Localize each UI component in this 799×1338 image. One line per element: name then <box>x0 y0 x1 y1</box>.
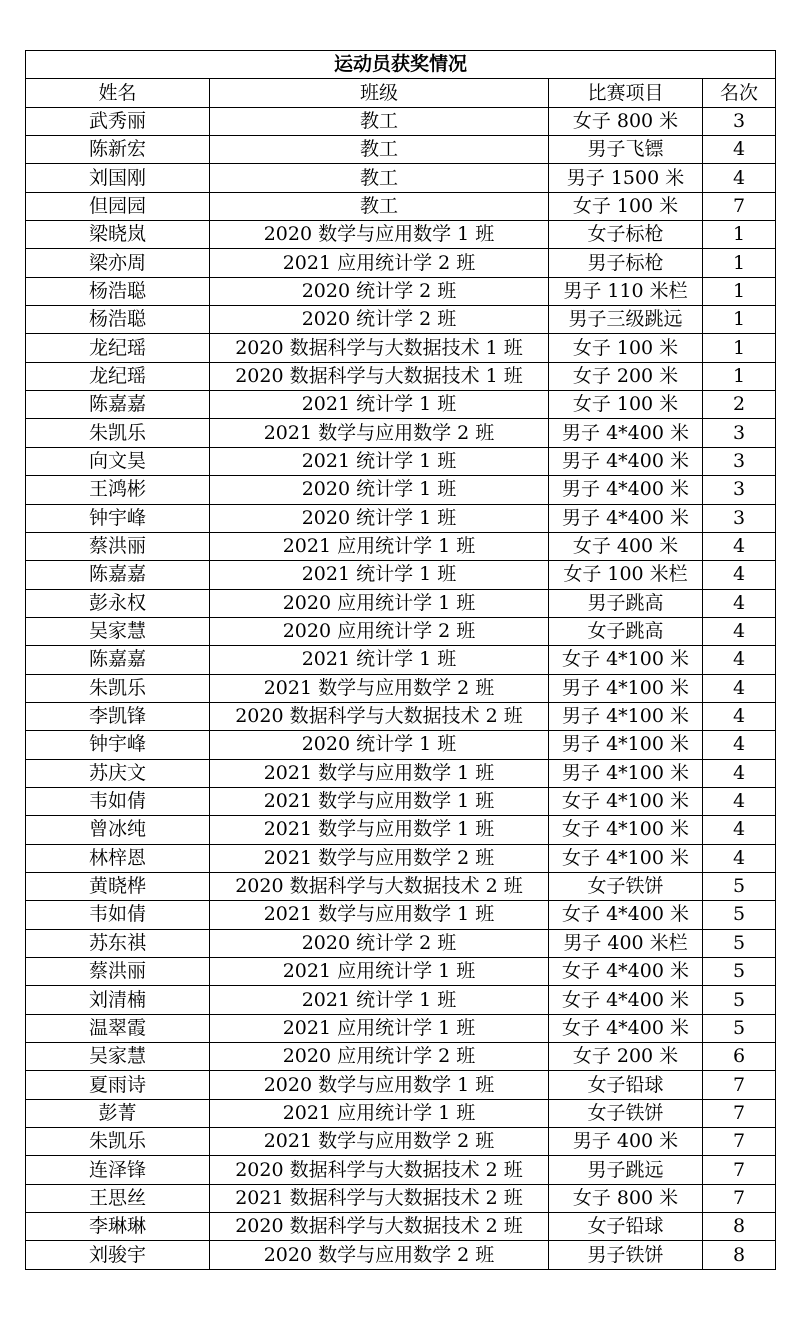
class-cell: 2021 数学与应用数学 1 班 <box>210 901 549 929</box>
event-cell: 女子 4*100 米 <box>549 816 703 844</box>
event-cell: 女子 100 米栏 <box>549 561 703 589</box>
class-cell: 2021 应用统计学 1 班 <box>210 958 549 986</box>
athlete-name-cell: 但园园 <box>26 192 210 220</box>
class-cell: 教工 <box>210 164 549 192</box>
header-class: 班级 <box>210 79 549 107</box>
rank-cell: 7 <box>703 192 776 220</box>
rank-cell: 1 <box>703 277 776 305</box>
table-row <box>26 306 776 334</box>
table-row <box>26 1014 776 1042</box>
event-cell: 男子 4*100 米 <box>549 759 703 787</box>
event-cell: 女子铁饼 <box>549 872 703 900</box>
athlete-name-cell: 王思丝 <box>26 1184 210 1212</box>
table-row <box>26 787 776 815</box>
athlete-name-cell: 陈嘉嘉 <box>26 646 210 674</box>
table-row <box>26 391 776 419</box>
rank-cell: 2 <box>703 391 776 419</box>
rank-cell: 1 <box>703 249 776 277</box>
athlete-name-cell: 蔡洪丽 <box>26 958 210 986</box>
rank-cell: 3 <box>703 419 776 447</box>
table-row <box>26 646 776 674</box>
class-cell: 2020 统计学 1 班 <box>210 731 549 759</box>
class-cell: 2021 应用统计学 1 班 <box>210 1014 549 1042</box>
class-cell: 2021 数学与应用数学 2 班 <box>210 1128 549 1156</box>
table-row <box>26 221 776 249</box>
table-row <box>26 561 776 589</box>
table-row <box>26 476 776 504</box>
athlete-name-cell: 彭永权 <box>26 589 210 617</box>
table-row <box>26 1099 776 1127</box>
athlete-name-cell: 杨浩聪 <box>26 277 210 305</box>
class-cell: 2020 数据科学与大数据技术 2 班 <box>210 1213 549 1241</box>
class-cell: 2021 数学与应用数学 2 班 <box>210 674 549 702</box>
rank-cell: 5 <box>703 958 776 986</box>
rank-cell: 4 <box>703 164 776 192</box>
event-cell: 女子 800 米 <box>549 107 703 135</box>
athlete-name-cell: 武秀丽 <box>26 107 210 135</box>
event-cell: 女子 100 米 <box>549 192 703 220</box>
event-cell: 男子 4*400 米 <box>549 419 703 447</box>
table-row <box>26 192 776 220</box>
class-cell: 2020 数据科学与大数据技术 2 班 <box>210 872 549 900</box>
event-cell: 男子 4*400 米 <box>549 476 703 504</box>
class-cell: 2020 数据科学与大数据技术 2 班 <box>210 702 549 730</box>
table-row <box>26 702 776 730</box>
event-cell: 女子 4*100 米 <box>549 844 703 872</box>
athlete-name-cell: 王鸿彬 <box>26 476 210 504</box>
table-row <box>26 958 776 986</box>
rank-cell: 7 <box>703 1128 776 1156</box>
rank-cell: 1 <box>703 334 776 362</box>
event-cell: 男子 1500 米 <box>549 164 703 192</box>
class-cell: 2021 数学与应用数学 1 班 <box>210 787 549 815</box>
rank-cell: 3 <box>703 447 776 475</box>
event-cell: 女子跳高 <box>549 617 703 645</box>
rank-cell: 4 <box>703 617 776 645</box>
event-cell: 女子 4*400 米 <box>549 901 703 929</box>
table-row <box>26 1156 776 1184</box>
rank-cell: 8 <box>703 1213 776 1241</box>
rank-cell: 5 <box>703 901 776 929</box>
table-body <box>26 107 776 1269</box>
class-cell: 2020 应用统计学 2 班 <box>210 1043 549 1071</box>
athlete-name-cell: 龙纪瑶 <box>26 334 210 362</box>
event-cell: 男子 4*400 米 <box>549 504 703 532</box>
event-cell: 女子 100 米 <box>549 334 703 362</box>
class-cell: 2021 数据科学与大数据技术 2 班 <box>210 1184 549 1212</box>
table-row <box>26 164 776 192</box>
table-row <box>26 674 776 702</box>
title-row <box>26 51 776 79</box>
rank-cell: 4 <box>703 759 776 787</box>
athlete-name-cell: 钟宇峰 <box>26 731 210 759</box>
table-row <box>26 334 776 362</box>
class-cell: 2020 统计学 2 班 <box>210 929 549 957</box>
athlete-name-cell: 连泽锋 <box>26 1156 210 1184</box>
rank-cell: 5 <box>703 929 776 957</box>
athlete-name-cell: 朱凯乐 <box>26 674 210 702</box>
athlete-name-cell: 韦如倩 <box>26 901 210 929</box>
class-cell: 2020 统计学 2 班 <box>210 277 549 305</box>
rank-cell: 5 <box>703 986 776 1014</box>
rank-cell: 7 <box>703 1071 776 1099</box>
table-row <box>26 872 776 900</box>
event-cell: 女子铅球 <box>549 1071 703 1099</box>
class-cell: 2020 数据科学与大数据技术 2 班 <box>210 1156 549 1184</box>
event-cell: 女子 100 米 <box>549 391 703 419</box>
event-cell: 女子 400 米 <box>549 532 703 560</box>
table-row <box>26 504 776 532</box>
class-cell: 2020 数学与应用数学 1 班 <box>210 1071 549 1099</box>
table-row <box>26 929 776 957</box>
rank-cell: 5 <box>703 1014 776 1042</box>
athlete-name-cell: 蔡洪丽 <box>26 532 210 560</box>
rank-cell: 4 <box>703 731 776 759</box>
header-event: 比赛项目 <box>549 79 703 107</box>
table-row <box>26 419 776 447</box>
class-cell: 2020 统计学 1 班 <box>210 476 549 504</box>
rank-cell: 4 <box>703 589 776 617</box>
header-name: 姓名 <box>26 79 210 107</box>
event-cell: 男子 400 米 <box>549 1128 703 1156</box>
athlete-name-cell: 刘清楠 <box>26 986 210 1014</box>
athlete-name-cell: 朱凯乐 <box>26 1128 210 1156</box>
event-cell: 男子三级跳远 <box>549 306 703 334</box>
table-row <box>26 986 776 1014</box>
rank-cell: 6 <box>703 1043 776 1071</box>
table-row <box>26 901 776 929</box>
athlete-name-cell: 梁晓岚 <box>26 221 210 249</box>
table-row <box>26 107 776 135</box>
rank-cell: 4 <box>703 816 776 844</box>
class-cell: 2020 应用统计学 1 班 <box>210 589 549 617</box>
event-cell: 男子 4*100 米 <box>549 674 703 702</box>
class-cell: 2021 应用统计学 1 班 <box>210 532 549 560</box>
table-row <box>26 617 776 645</box>
table-row <box>26 362 776 390</box>
athlete-name-cell: 刘国刚 <box>26 164 210 192</box>
rank-cell: 4 <box>703 561 776 589</box>
event-cell: 男子标枪 <box>549 249 703 277</box>
class-cell: 2020 统计学 1 班 <box>210 504 549 532</box>
athlete-name-cell: 林梓恩 <box>26 844 210 872</box>
table-row <box>26 844 776 872</box>
rank-cell: 4 <box>703 646 776 674</box>
athlete-name-cell: 温翠霞 <box>26 1014 210 1042</box>
class-cell: 2020 数据科学与大数据技术 1 班 <box>210 334 549 362</box>
athlete-name-cell: 吴家慧 <box>26 617 210 645</box>
athlete-name-cell: 苏东祺 <box>26 929 210 957</box>
event-cell: 女子 200 米 <box>549 1043 703 1071</box>
class-cell: 教工 <box>210 107 549 135</box>
table-row <box>26 816 776 844</box>
athlete-name-cell: 龙纪瑶 <box>26 362 210 390</box>
event-cell: 男子跳高 <box>549 589 703 617</box>
class-cell: 教工 <box>210 136 549 164</box>
athlete-name-cell: 韦如倩 <box>26 787 210 815</box>
table-row <box>26 1241 776 1269</box>
athlete-name-cell: 曾冰纯 <box>26 816 210 844</box>
athlete-name-cell: 黄晓桦 <box>26 872 210 900</box>
event-cell: 女子标枪 <box>549 221 703 249</box>
table-title: 运动员获奖情况 <box>26 51 776 79</box>
event-cell: 男子 4*100 米 <box>549 731 703 759</box>
event-cell: 男子跳远 <box>549 1156 703 1184</box>
athlete-name-cell: 陈嘉嘉 <box>26 391 210 419</box>
event-cell: 男子 4*400 米 <box>549 447 703 475</box>
class-cell: 2021 数学与应用数学 2 班 <box>210 844 549 872</box>
table-row <box>26 532 776 560</box>
athlete-name-cell: 向文昊 <box>26 447 210 475</box>
athlete-name-cell: 陈嘉嘉 <box>26 561 210 589</box>
table-row <box>26 1128 776 1156</box>
event-cell: 女子 4*400 米 <box>549 958 703 986</box>
athlete-name-cell: 苏庆文 <box>26 759 210 787</box>
rank-cell: 7 <box>703 1156 776 1184</box>
table-row <box>26 589 776 617</box>
class-cell: 2020 数据科学与大数据技术 1 班 <box>210 362 549 390</box>
table-row <box>26 759 776 787</box>
athlete-name-cell: 梁亦周 <box>26 249 210 277</box>
rank-cell: 7 <box>703 1184 776 1212</box>
table-row <box>26 1213 776 1241</box>
event-cell: 女子 800 米 <box>549 1184 703 1212</box>
class-cell: 2021 数学与应用数学 1 班 <box>210 816 549 844</box>
class-cell: 2020 数学与应用数学 2 班 <box>210 1241 549 1269</box>
rank-cell: 4 <box>703 787 776 815</box>
class-cell: 2020 数学与应用数学 1 班 <box>210 221 549 249</box>
event-cell: 男子飞镖 <box>549 136 703 164</box>
event-cell: 女子 4*100 米 <box>549 787 703 815</box>
class-cell: 2021 数学与应用数学 1 班 <box>210 759 549 787</box>
class-cell: 2020 应用统计学 2 班 <box>210 617 549 645</box>
athlete-name-cell: 朱凯乐 <box>26 419 210 447</box>
athlete-name-cell: 钟宇峰 <box>26 504 210 532</box>
rank-cell: 1 <box>703 306 776 334</box>
rank-cell: 1 <box>703 221 776 249</box>
athlete-name-cell: 杨浩聪 <box>26 306 210 334</box>
table-row <box>26 249 776 277</box>
table-row <box>26 447 776 475</box>
event-cell: 女子铅球 <box>549 1213 703 1241</box>
class-cell: 2021 统计学 1 班 <box>210 646 549 674</box>
rank-cell: 8 <box>703 1241 776 1269</box>
event-cell: 女子 4*100 米 <box>549 646 703 674</box>
class-cell: 2021 统计学 1 班 <box>210 561 549 589</box>
event-cell: 男子 400 米栏 <box>549 929 703 957</box>
event-cell: 男子 4*100 米 <box>549 702 703 730</box>
table-row <box>26 277 776 305</box>
event-cell: 女子 4*400 米 <box>549 986 703 1014</box>
rank-cell: 3 <box>703 504 776 532</box>
event-cell: 女子 4*400 米 <box>549 1014 703 1042</box>
rank-cell: 4 <box>703 532 776 560</box>
athlete-name-cell: 彭菁 <box>26 1099 210 1127</box>
rank-cell: 3 <box>703 476 776 504</box>
event-cell: 女子铁饼 <box>549 1099 703 1127</box>
rank-cell: 1 <box>703 362 776 390</box>
event-cell: 男子 110 米栏 <box>549 277 703 305</box>
rank-cell: 4 <box>703 844 776 872</box>
athlete-name-cell: 刘骏宇 <box>26 1241 210 1269</box>
rank-cell: 7 <box>703 1099 776 1127</box>
header-row <box>26 79 776 107</box>
class-cell: 2021 应用统计学 2 班 <box>210 249 549 277</box>
class-cell: 2021 统计学 1 班 <box>210 447 549 475</box>
header-rank: 名次 <box>703 79 776 107</box>
results-table <box>25 50 776 1270</box>
athlete-name-cell: 陈新宏 <box>26 136 210 164</box>
rank-cell: 5 <box>703 872 776 900</box>
table-row <box>26 731 776 759</box>
rank-cell: 4 <box>703 136 776 164</box>
rank-cell: 4 <box>703 674 776 702</box>
class-cell: 2021 数学与应用数学 2 班 <box>210 419 549 447</box>
table-row <box>26 1184 776 1212</box>
athlete-name-cell: 夏雨诗 <box>26 1071 210 1099</box>
rank-cell: 3 <box>703 107 776 135</box>
athlete-name-cell: 吴家慧 <box>26 1043 210 1071</box>
table-row <box>26 1043 776 1071</box>
class-cell: 2020 统计学 2 班 <box>210 306 549 334</box>
class-cell: 2021 统计学 1 班 <box>210 986 549 1014</box>
event-cell: 男子铁饼 <box>549 1241 703 1269</box>
class-cell: 教工 <box>210 192 549 220</box>
rank-cell: 4 <box>703 702 776 730</box>
athlete-name-cell: 李凯锋 <box>26 702 210 730</box>
athlete-name-cell: 李琳琳 <box>26 1213 210 1241</box>
table-row <box>26 136 776 164</box>
class-cell: 2021 应用统计学 1 班 <box>210 1099 549 1127</box>
table-row <box>26 1071 776 1099</box>
class-cell: 2021 统计学 1 班 <box>210 391 549 419</box>
event-cell: 女子 200 米 <box>549 362 703 390</box>
